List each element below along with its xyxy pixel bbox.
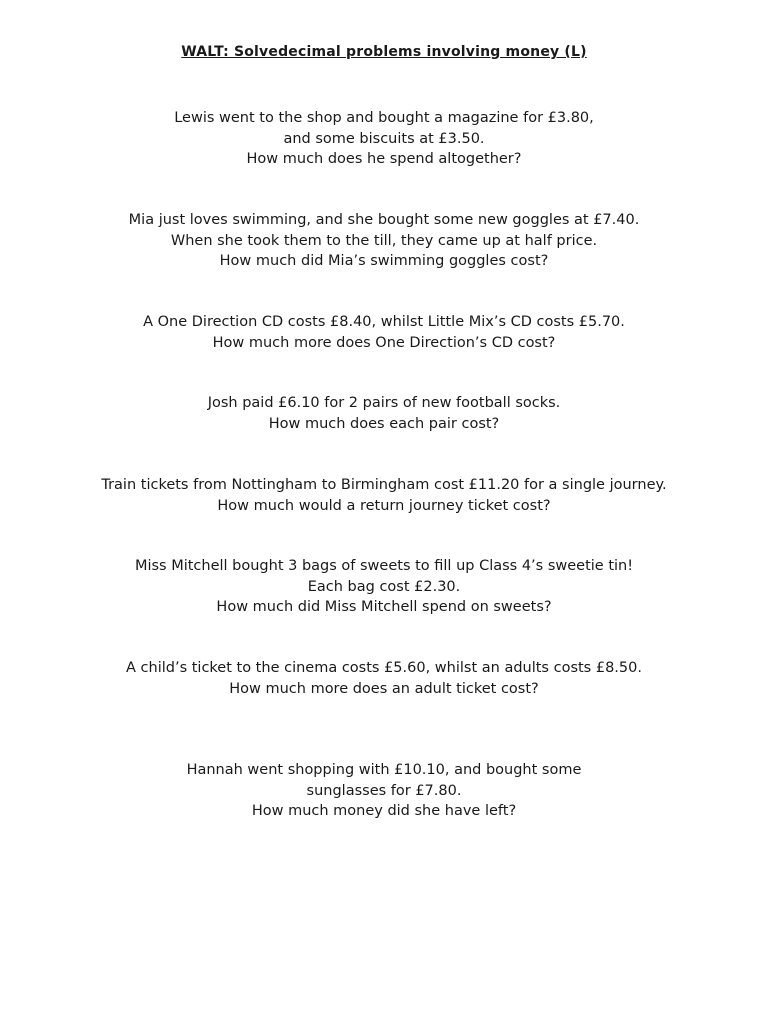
worksheet-title: WALT: Solvedecimal problems involving money (L)	[181, 44, 587, 60]
problem-1-line-1: Lewis went to the shop and bought a magazine for £3.80,	[174, 110, 594, 126]
problem-6-line-2: Each bag cost £2.30.	[307, 578, 461, 595]
problem-2-line-1: Mia just loves swimming, and she bought some new goggles at £7.40.	[128, 212, 640, 228]
problem-2-line-3: How much did Mia’s swimming goggles cost?	[219, 253, 549, 269]
problem-7-line-2: How much more does an adult ticket cost?	[229, 680, 539, 697]
problem-7	[0, 658, 768, 699]
problem-3	[0, 312, 768, 353]
problem-1-line-3: How much does he spend altogether?	[246, 151, 522, 167]
problem-4-line-2: How much does each pair cost?	[268, 415, 500, 432]
problem-5-line-1: Train tickets from Nottingham to Birmingham cost £11.20 for a single journey.	[101, 477, 667, 493]
problem-8-line-1: Hannah went shopping with £10.10, and bought some	[186, 762, 582, 778]
problem-2-line-2: When she took them to the till, they came up at half price.	[170, 232, 598, 249]
problem-4	[0, 393, 768, 434]
problem-3-line-2: How much more does One Direction’s CD cost?	[212, 334, 556, 351]
problem-5	[0, 475, 768, 516]
problem-6-line-1: Miss Mitchell bought 3 bags of sweets to fill up Class 4’s sweetie tin!	[134, 558, 634, 574]
problem-8-line-2: sunglasses for £7.80.	[306, 782, 462, 799]
problem-4-line-1: Josh paid £6.10 for 2 pairs of new football socks.	[207, 395, 561, 411]
problem-8	[0, 760, 768, 822]
problem-6	[0, 556, 768, 618]
problem-2	[0, 210, 768, 272]
problem-1	[0, 108, 768, 170]
problem-3-line-1: A One Direction CD costs £8.40, whilst Little Mix’s CD costs £5.70.	[143, 314, 625, 330]
problem-5-line-2: How much would a return journey ticket cost?	[217, 497, 551, 514]
problem-8-line-3: How much money did she have left?	[251, 803, 517, 819]
problem-7-line-1: A child’s ticket to the cinema costs £5.60, whilst an adults costs £8.50.	[126, 660, 642, 676]
problem-1-line-2: and some biscuits at £3.50.	[283, 130, 485, 147]
problem-6-line-3: How much did Miss Mitchell spend on sweets?	[216, 599, 552, 615]
